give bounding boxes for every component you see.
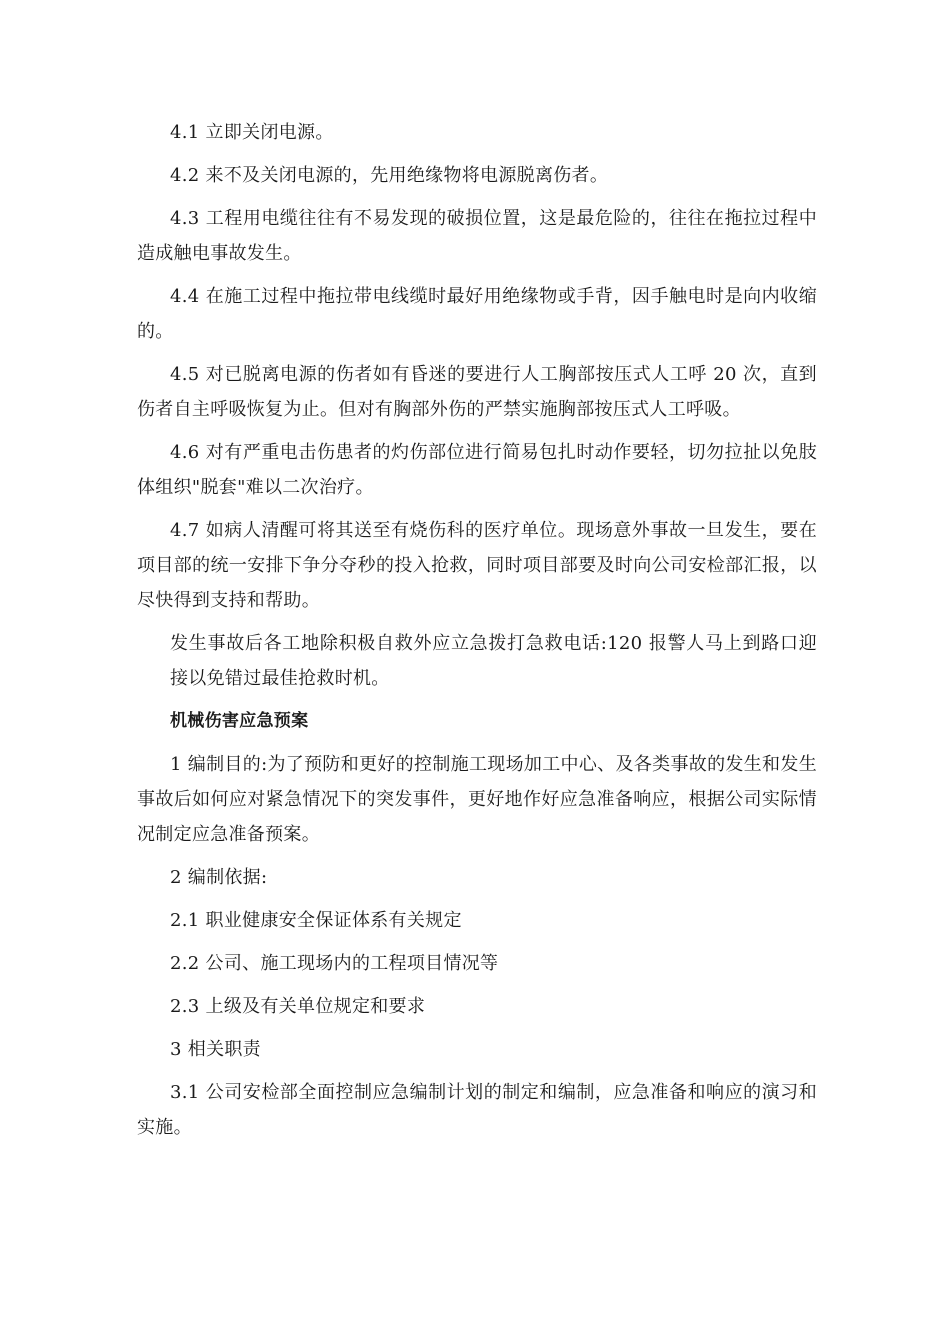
paragraph-3-1: 3.1 公司安检部全面控制应急编制计划的制定和编制，应急准备和响应的演习和实施。: [137, 1082, 817, 1138]
paragraph-4-3: 4.3 工程用电缆往往有不易发现的破损位置，这是最危险的，往往在拖拉过程中造成触电事故发生。: [137, 208, 817, 264]
paragraph-4-6: 4.6 对有严重电击伤患者的灼伤部位进行简易包扎时动作要轻，切勿拉扯以免肢体组织"脱套"难以二次治疗。: [137, 442, 817, 498]
paragraph-4-7: 4.7 如病人清醒可将其送至有烧伤科的医疗单位。现场意外事故一旦发生，要在项目部的统一安排下争分夺秒的投入抢救，同时项目部要及时向公司安检部汇报，以尽快得到支持和帮助。: [137, 520, 817, 611]
paragraph-2-1: 2.1 职业健康安全保证体系有关规定: [170, 910, 462, 931]
paragraph-4-4: 4.4 在施工过程中拖拉带电线缆时最好用绝缘物或手背，因手触电时是向内收缩的。: [137, 286, 817, 342]
paragraph-4-2: 4.2 来不及关闭电源的，先用绝缘物将电源脱离伤者。: [170, 165, 609, 186]
paragraph-4-1: 4.1 立即关闭电源。: [170, 122, 334, 143]
paragraph-2-2: 2.2 公司、施工现场内的工程项目情况等: [170, 953, 499, 974]
section-heading: 机械伤害应急预案: [170, 711, 309, 731]
paragraph-2-3: 2.3 上级及有关单位规定和要求: [170, 996, 426, 1017]
paragraph-responsibilities: 3 相关职责: [170, 1039, 261, 1060]
document-body: [137, 115, 817, 1153]
paragraph-emergency-call: 发生事故后各工地除积极自救外应立急拨打急救电话:120 报警人马上到路口迎接以免错过最佳抢救时机。: [170, 633, 817, 689]
paragraph-4-5: 4.5 对已脱离电源的伤者如有昏迷的要进行人工胸部按压式人工呼 20 次，直到伤者自主呼吸恢复为止。但对有胸部外伤的严禁实施胸部按压式人工呼吸。: [137, 364, 817, 420]
paragraph-purpose: 1 编制目的:为了预防和更好的控制施工现场加工中心、及各类事故的发生和发生事故后如何应对紧急情况下的突发事件，更好地作好应急准备响应，根据公司实际情况制定应急准备预案。: [137, 754, 817, 845]
paragraph-basis: 2 编制依据:: [170, 867, 268, 888]
